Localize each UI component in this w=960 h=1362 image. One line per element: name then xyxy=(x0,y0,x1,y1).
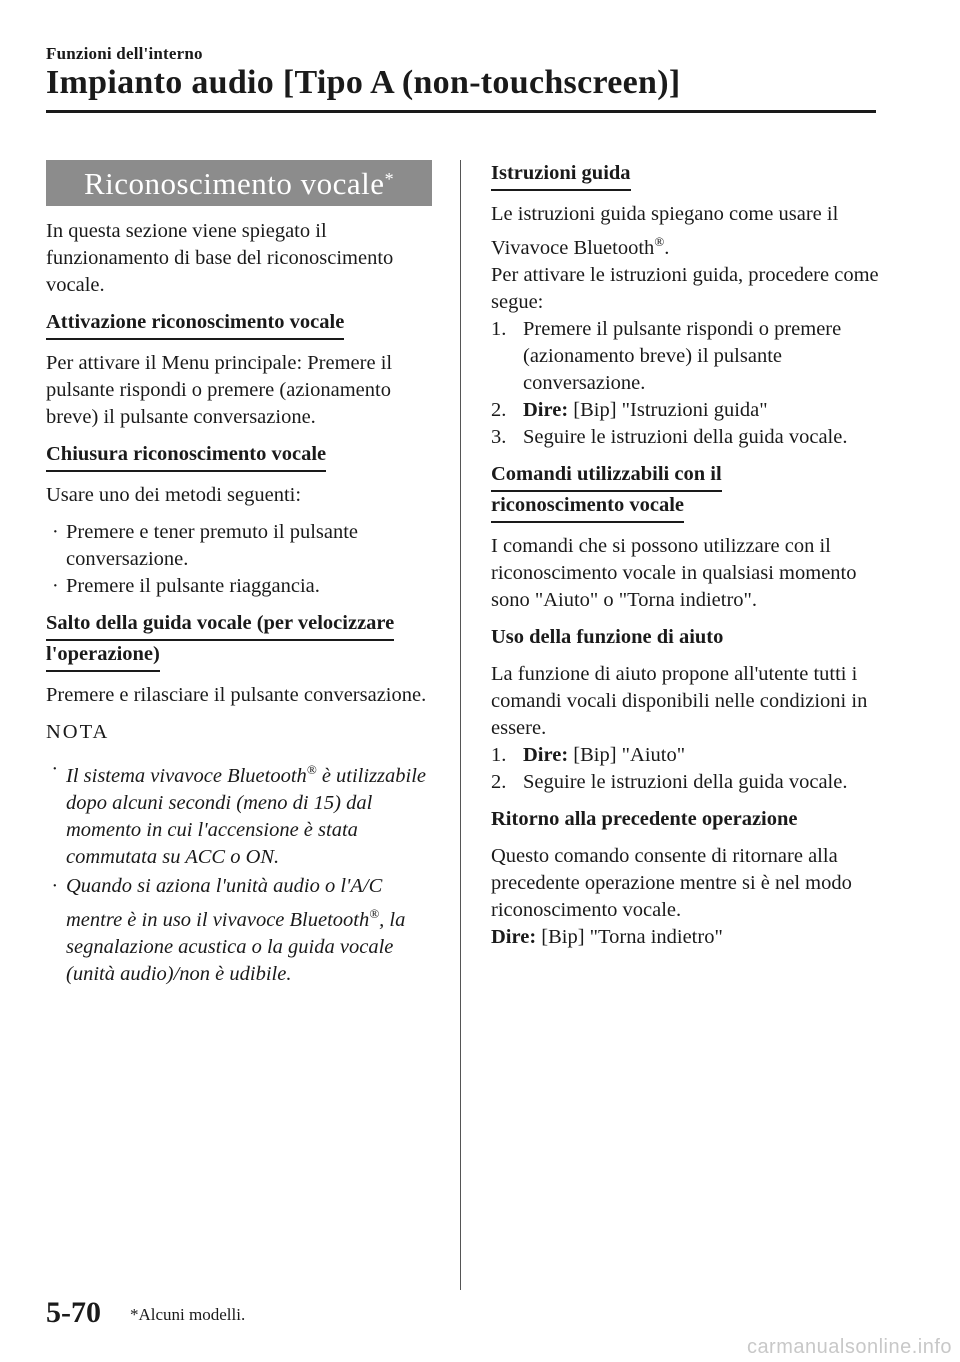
bullet-icon: · xyxy=(52,758,57,780)
closing-text: Usare uno dei metodi seguenti: xyxy=(46,484,302,506)
commands-text: I comandi che si possono utilizzare con il riconoscimento vocale in qualsiasi momento sono "Aiuto" o "Torna indietro". xyxy=(491,534,857,611)
bullet-icon: · xyxy=(52,575,59,597)
closing-bullets xyxy=(46,519,438,600)
intro-text: In questa sezione viene spiegato il funzionamento di base del riconoscimento vocale. xyxy=(46,220,394,296)
guide-text: Le istruzioni guida spiegano come usare il Vivavoce Bluetooth®. xyxy=(491,203,839,259)
list-item: 2. Seguire le istruzioni della guida vocale. xyxy=(491,770,848,793)
back-command: Dire: [Bip] "Torna indietro" xyxy=(491,925,723,948)
registered-mark: ® xyxy=(306,762,317,777)
closing-heading: Chiusura riconoscimento vocale xyxy=(46,441,326,472)
list-item: · Premere il pulsante riaggancia. xyxy=(46,573,438,600)
activation-heading: Attivazione riconoscimento vocale xyxy=(46,309,344,340)
guide-steps xyxy=(491,316,883,451)
back-text: Questo comando consente di ritornare alla precedente operazione mentre si è nel modo riconoscimento vocale. xyxy=(491,844,852,921)
commands-heading: Comandi utilizzabili con il riconoscimento vocale xyxy=(491,461,722,523)
list-item: 2. Dire: [Bip] "Istruzioni guida" xyxy=(491,398,768,421)
list-item: · Premere e tener premuto il pulsante conversazione. xyxy=(52,521,359,570)
bullet-icon: · xyxy=(52,874,57,897)
back-heading: Ritorno alla precedente operazione xyxy=(491,807,798,830)
section-banner xyxy=(46,160,432,206)
watermark: carmanualsonline.info xyxy=(746,1336,952,1358)
section-label: Funzioni dell'interno xyxy=(46,44,203,63)
page-number: 5-70 xyxy=(46,1296,101,1329)
left-column xyxy=(46,160,438,988)
bullet-icon: · xyxy=(52,521,59,543)
banner-asterisk: * xyxy=(384,168,395,189)
note-label: NOTA xyxy=(46,721,110,743)
activation-text: Per attivare il Menu principale: Premere il pulsante rispondi o premere (azionamento breve) il pulsante conversazione. xyxy=(46,352,393,428)
guide-heading: Istruzioni guida xyxy=(491,160,631,191)
list-item: 1. Dire: [Bip] "Aiuto" xyxy=(491,743,686,766)
title-divider xyxy=(46,110,876,113)
banner-title: Riconoscimento vocale xyxy=(83,165,385,201)
right-column xyxy=(491,160,883,961)
list-item: 1. Premere il pulsante rispondi o premere (azionamento breve) il pulsante conversazione. xyxy=(491,317,842,394)
page-title: Impianto audio [Tipo A (non-touchscreen)] xyxy=(46,64,681,101)
note-list xyxy=(46,756,438,988)
skip-heading: Salto della guida vocale (per velocizzare l'operazione) xyxy=(46,610,394,672)
help-heading: Uso della funzione di aiuto xyxy=(491,625,724,648)
registered-mark: ® xyxy=(654,234,665,249)
registered-mark: ® xyxy=(369,905,380,921)
skip-text: Premere e rilasciare il pulsante conversazione. xyxy=(46,684,427,706)
column-divider xyxy=(460,160,461,1290)
guide-text-2: Per attivare le istruzioni guida, procedere come segue: xyxy=(491,263,879,313)
list-item: · Quando si aziona l'unità audio o l'A/C mentre è in uso il vivavoce Bluetooth®, la segnalazione acustica o la guida vocale (unità audio)/non è udibile. xyxy=(52,874,406,985)
help-steps xyxy=(491,742,883,796)
help-text: La funzione di aiuto propone all'utente tutti i comandi vocali disponibili nelle condizioni in essere. xyxy=(491,662,868,739)
list-item: · Il sistema vivavoce Bluetooth® è utilizzabile dopo alcuni secondi (meno di 15) dal momento in cui l'accensione è stata commutata su ACC o ON. xyxy=(52,758,427,868)
list-item: 3. Seguire le istruzioni della guida vocale. xyxy=(491,425,848,448)
footnote: *Alcuni modelli. xyxy=(130,1305,246,1324)
